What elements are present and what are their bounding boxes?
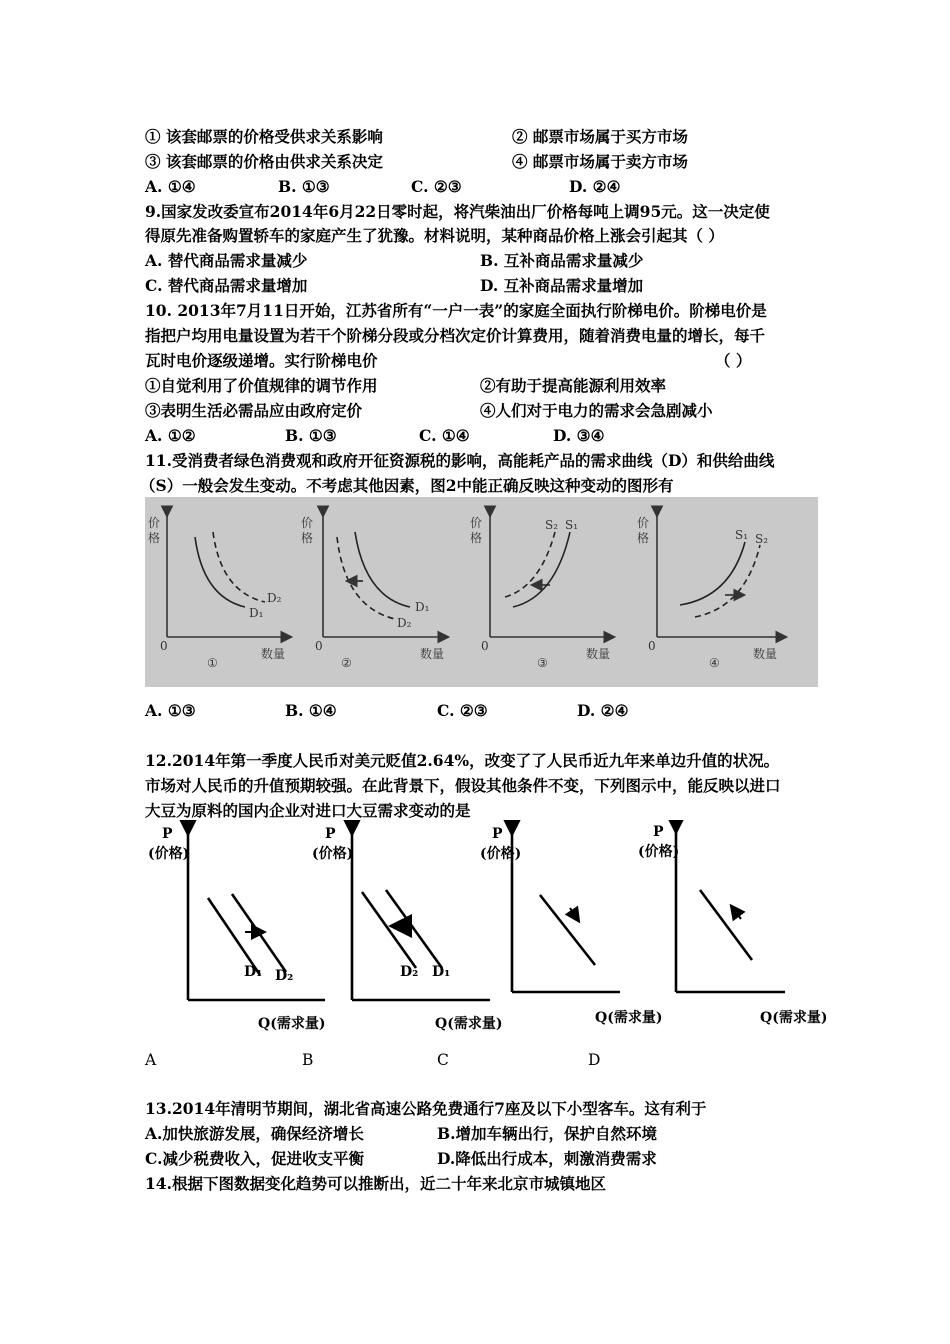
q12-ga-price: (价格) [148,846,190,862]
q12-stem-line3: 大豆为原料的国内企业对进口大豆需求变动的是 [145,801,471,820]
q11-g4-xlabel: 数量 [753,647,778,661]
q11-g2-d1-curve [355,532,410,607]
q12-gb-p: P [325,826,336,842]
q8-statement-1: ① 该套邮票的价格受供求关系影响 [145,127,383,146]
q11-g4-ylabel-2: 格 [637,531,650,545]
q10-statement-1: ①自觉利用了价值规律的调节作用 [145,376,378,395]
q10-stem-line3: 瓦时电价逐级递增。实行阶梯电价 [145,351,378,370]
q12-gd-price: (价格) [638,844,680,860]
q11-g2-origin: 0 [315,639,323,653]
q8-option-c: C. ②③ [411,177,462,196]
q12-gd-q: Q(需求量) [760,1010,828,1026]
q11-g4-ylabel-1: 价 [637,516,650,530]
q9-option-b: B. 互补商品需求量减少 [480,251,644,270]
q13-stem: 13.2014年清明节期间，湖北省高速公路免费通行7座及以下小型客车。这有利于 [145,1099,707,1118]
q10-option-b: B. ①③ [285,426,337,445]
q9-option-d: D. 互补商品需求量增加 [480,276,644,295]
q10-statement-2: ②有助于提高能源利用效率 [480,376,667,395]
q13-option-b: B.增加车辆出行，保护自然环境 [437,1124,657,1143]
q12-gc-demand [540,895,595,965]
q11-g4-label-s1: S₁ [735,528,749,542]
q11-option-a: A. ①③ [145,701,196,720]
q8-option-d: D. ②④ [569,177,621,196]
q11-stem-line1: 11.受消费者绿色消费观和政府开征资源税的影响，高能耗产品的需求曲线（D）和供给曲线 [145,451,775,470]
q11-g3-origin: 0 [481,639,489,653]
q11-g3-num: ③ [537,656,548,670]
q11-g2-ylabel-2: 格 [301,531,314,545]
q12-gb-label-d1: D₁ [432,964,451,980]
q12-option-a: A [145,1051,157,1069]
q12-gb-d1 [386,890,442,968]
q13-option-a: A.加快旅游发展，确保经济增长 [145,1124,364,1143]
q10-option-d: D. ③④ [553,426,605,445]
q10-stem-line2: 指把户均用电量设置为若干个阶梯分段或分档次定价计算费用，随着消费电量的增长，每千 [145,326,766,345]
q11-g1-num: ① [207,656,218,670]
q8-statement-4: ④ 邮票市场属于卖方市场 [512,152,688,171]
q12-gb-label-d2: D₂ [400,964,419,980]
q10-stem-line1: 10. 2013年7月11日开始，江苏省所有“一户一表”的家庭全面执行阶梯电价。阶梯电价是 [145,301,767,320]
q11-g4-origin: 0 [648,639,656,653]
q11-g1-xlabel: 数量 [261,647,286,661]
q11-g2-num: ② [341,656,352,670]
q11-g3-ylabel-2: 格 [470,531,483,545]
q12-ga-label-d2: D₂ [275,968,294,984]
q12-ga-q: Q(需求量) [258,1016,326,1032]
q13-option-d: D.降低出行成本，刺激消费需求 [437,1149,657,1168]
q12-graphs [140,820,830,1040]
q10-option-c: C. ①④ [419,426,470,445]
q8-statement-3: ③ 该套邮票的价格由供求关系决定 [145,152,383,171]
q11-g1-ylabel-2: 格 [148,531,161,545]
q10-statement-3: ③表明生活必需品应由政府定价 [145,401,363,420]
q11-option-d: D. ②④ [577,701,629,720]
q11-g2-ylabel-1: 价 [301,516,314,530]
q12-gc-q: Q(需求量) [595,1010,663,1026]
q11-g1-d1-curve [195,537,245,607]
q11-g4-s2-curve [695,545,760,617]
q12-gc-arrow [570,908,578,920]
q11-option-b: B. ①④ [285,701,337,720]
q14-stem: 14.根据下图数据变化趋势可以推断出，近二十年来北京市城镇地区 [145,1174,606,1193]
q11-g4-label-s2: S₂ [755,532,769,546]
q9-option-a: A. 替代商品需求量减少 [145,251,308,270]
q13-option-c: C.减少税费收入，促进收支平衡 [145,1149,364,1168]
q12-ga-p: P [162,826,173,842]
q12-gd-p: P [653,824,664,840]
q11-g1-origin: 0 [160,639,168,653]
q10-statement-4: ④人们对于电力的需求会急剧减小 [480,401,713,420]
q8-option-a: A. ①④ [145,177,196,196]
q12-figure [140,820,830,1040]
q12-stem-line2: 市场对人民币的升值预期较强。在此背景下，假设其他条件不变，下列图示中，能反映以进口 [145,776,781,795]
q11-g2-label-d2: D₂ [397,616,412,630]
q11-stem-line2: （S）一般会发生变动。不考虑其他因素，图2中能正确反映这种变动的图形有 [140,476,674,495]
q10-answer-paren: （ ） [715,351,752,370]
q9-stem-line1: 9.国家发改委宣布2014年6月22日零时起，将汽柴油出厂价格每吨上调95元。这一决定使 [145,202,770,221]
q12-gb-price: (价格) [312,846,354,862]
q12-gc-p: P [492,826,503,842]
q11-figure-photo [145,497,818,687]
q11-g3-xlabel: 数量 [586,647,611,661]
q11-g3-label-s2: S₂ [545,518,559,532]
q12-gb-q: Q(需求量) [435,1016,503,1032]
q12-gc-price: (价格) [480,846,522,862]
q11-g1-ylabel-1: 价 [148,516,161,530]
q12-ga-label-d1: D₁ [244,964,263,980]
q11-g3-label-s1: S₁ [565,518,579,532]
q11-g3-s1-curve [513,532,570,607]
q11-g3-s2-curve [505,532,555,597]
q8-option-b: B. ①③ [278,177,330,196]
q11-graphs [145,497,818,687]
q12-option-c: C [437,1051,449,1069]
q12-stem-line1: 12.2014年第一季度人民币对美元贬值2.64%，改变了了人民币近九年来单边升值的状况。 [145,751,780,770]
q12-gd-demand [700,890,752,960]
q8-statement-2: ② 邮票市场属于买方市场 [512,127,688,146]
q10-option-a: A. ①② [145,426,196,445]
q9-stem-line2: 得原先准备购置轿车的家庭产生了犹豫。材料说明，某种商品价格上涨会引起其（ ） [145,226,724,245]
q12-gb-d2 [362,892,416,968]
q11-g2-d2-curve [337,537,395,619]
q11-g3-ylabel-1: 价 [470,516,483,530]
q11-g2-label-d1: D₁ [415,600,430,614]
q11-g1-label-d1: D₁ [249,606,264,620]
q11-g1-d2-curve [213,532,265,602]
q11-g1-label-d2: D₂ [267,591,282,605]
q12-option-d: D [588,1051,601,1069]
q11-option-c: C. ②③ [437,701,488,720]
q12-option-b: B [302,1051,314,1069]
q9-option-c: C. 替代商品需求量增加 [145,276,308,295]
q11-g4-num: ④ [709,656,720,670]
q11-g2-xlabel: 数量 [420,647,445,661]
q12-gd-arrow [732,907,741,919]
